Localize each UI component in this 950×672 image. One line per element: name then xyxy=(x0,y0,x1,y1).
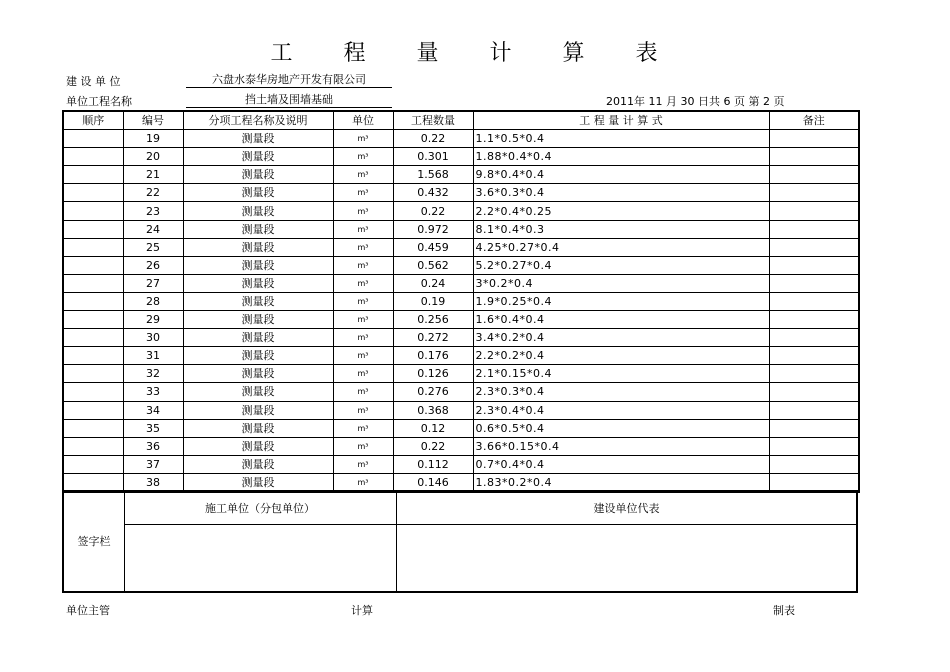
cell-remark xyxy=(769,347,859,365)
table-row xyxy=(63,401,859,419)
cell-formula: 2.3*0.3*0.4 xyxy=(473,383,769,401)
cell-unit: m³ xyxy=(333,401,393,419)
cell-unit: m³ xyxy=(333,220,393,238)
owner-rep-heading: 建设单位代表 xyxy=(397,491,856,525)
cell-item-name: 测量段 xyxy=(183,256,333,274)
cell-formula: 3.6*0.3*0.4 xyxy=(473,184,769,202)
cell-qty: 0.432 xyxy=(393,184,473,202)
cell-item-name: 测量段 xyxy=(183,166,333,184)
cell-qty: 0.256 xyxy=(393,311,473,329)
cell-unit: m³ xyxy=(333,274,393,292)
table-row xyxy=(63,365,859,383)
date-page-info: 2011年 11 月 30 日共 6 页 第 2 页 xyxy=(606,95,785,108)
cell-code: 28 xyxy=(123,292,183,310)
cell-formula: 8.1*0.4*0.3 xyxy=(473,220,769,238)
cell-unit: m³ xyxy=(333,383,393,401)
cell-formula: 1.6*0.4*0.4 xyxy=(473,311,769,329)
cell-unit: m³ xyxy=(333,365,393,383)
table-row xyxy=(63,130,859,148)
cell-unit: m³ xyxy=(333,455,393,473)
cell-seq xyxy=(63,437,123,455)
cell-item-name: 测量段 xyxy=(183,292,333,310)
table-row xyxy=(63,166,859,184)
cell-formula: 9.8*0.4*0.4 xyxy=(473,166,769,184)
cell-formula: 2.2*0.4*0.25 xyxy=(473,202,769,220)
table-row xyxy=(63,274,859,292)
cell-item-name: 测量段 xyxy=(183,329,333,347)
cell-formula: 3.66*0.15*0.4 xyxy=(473,437,769,455)
cell-code: 35 xyxy=(123,419,183,437)
cell-item-name: 测量段 xyxy=(183,148,333,166)
table-row xyxy=(63,455,859,473)
cell-formula: 2.2*0.2*0.4 xyxy=(473,347,769,365)
cell-remark xyxy=(769,292,859,310)
cell-code: 25 xyxy=(123,238,183,256)
table-row xyxy=(63,220,859,238)
cell-code: 32 xyxy=(123,365,183,383)
cell-unit: m³ xyxy=(333,184,393,202)
contractor-heading: 施工单位（分包单位） xyxy=(124,491,397,525)
cell-item-name: 测量段 xyxy=(183,220,333,238)
table-row xyxy=(63,292,859,310)
cell-seq xyxy=(63,238,123,256)
cell-qty: 1.568 xyxy=(393,166,473,184)
cell-formula: 2.3*0.4*0.4 xyxy=(473,401,769,419)
cell-remark xyxy=(769,238,859,256)
table-row xyxy=(63,311,859,329)
cell-code: 37 xyxy=(123,455,183,473)
cell-remark xyxy=(769,184,859,202)
builder-value: 六盘水泰华房地产开发有限公司 xyxy=(186,71,392,88)
table-row xyxy=(63,347,859,365)
cell-qty: 0.176 xyxy=(393,347,473,365)
cell-unit: m³ xyxy=(333,329,393,347)
cell-formula: 1.83*0.2*0.4 xyxy=(473,473,769,492)
cell-item-name: 测量段 xyxy=(183,311,333,329)
quantity-table xyxy=(62,110,860,493)
cell-seq xyxy=(63,256,123,274)
cell-seq xyxy=(63,455,123,473)
cell-seq xyxy=(63,184,123,202)
cell-unit: m³ xyxy=(333,473,393,492)
table-row xyxy=(63,202,859,220)
cell-qty: 0.24 xyxy=(393,274,473,292)
cell-seq xyxy=(63,383,123,401)
cell-formula: 1.1*0.5*0.4 xyxy=(473,130,769,148)
cell-formula: 1.9*0.25*0.4 xyxy=(473,292,769,310)
cell-qty: 0.22 xyxy=(393,437,473,455)
cell-seq xyxy=(63,166,123,184)
cell-qty: 0.368 xyxy=(393,401,473,419)
cell-code: 22 xyxy=(123,184,183,202)
cell-qty: 0.972 xyxy=(393,220,473,238)
cell-remark xyxy=(769,455,859,473)
col-header-formula: 工 程 量 计 算 式 xyxy=(473,111,769,130)
cell-formula: 4.25*0.27*0.4 xyxy=(473,238,769,256)
cell-qty: 0.272 xyxy=(393,329,473,347)
cell-code: 19 xyxy=(123,130,183,148)
cell-item-name: 测量段 xyxy=(183,473,333,492)
project-value: 挡土墙及围墙基础 xyxy=(186,91,392,108)
cell-qty: 0.562 xyxy=(393,256,473,274)
cell-item-name: 测量段 xyxy=(183,238,333,256)
footer-supervisor: 单位主管 xyxy=(66,604,110,617)
cell-formula: 3*0.2*0.4 xyxy=(473,274,769,292)
cell-code: 31 xyxy=(123,347,183,365)
cell-remark xyxy=(769,130,859,148)
cell-qty: 0.301 xyxy=(393,148,473,166)
table-row xyxy=(63,419,859,437)
cell-unit: m³ xyxy=(333,130,393,148)
cell-item-name: 测量段 xyxy=(183,455,333,473)
cell-remark xyxy=(769,202,859,220)
cell-item-name: 测量段 xyxy=(183,419,333,437)
footer-prepared: 制表 xyxy=(773,604,795,617)
cell-remark xyxy=(769,401,859,419)
cell-qty: 0.146 xyxy=(393,473,473,492)
cell-unit: m³ xyxy=(333,311,393,329)
cell-code: 29 xyxy=(123,311,183,329)
cell-code: 20 xyxy=(123,148,183,166)
cell-qty: 0.112 xyxy=(393,455,473,473)
table-row xyxy=(63,329,859,347)
cell-formula: 0.7*0.4*0.4 xyxy=(473,455,769,473)
cell-code: 26 xyxy=(123,256,183,274)
cell-seq xyxy=(63,220,123,238)
cell-seq xyxy=(63,347,123,365)
signature-area xyxy=(62,490,858,593)
cell-seq xyxy=(63,365,123,383)
table-row xyxy=(63,184,859,202)
cell-seq xyxy=(63,202,123,220)
cell-remark xyxy=(769,220,859,238)
cell-remark xyxy=(769,166,859,184)
cell-seq xyxy=(63,311,123,329)
cell-qty: 0.276 xyxy=(393,383,473,401)
cell-item-name: 测量段 xyxy=(183,437,333,455)
cell-seq xyxy=(63,292,123,310)
cell-unit: m³ xyxy=(333,347,393,365)
contractor-sign-box xyxy=(124,525,397,591)
cell-qty: 0.22 xyxy=(393,130,473,148)
cell-unit: m³ xyxy=(333,292,393,310)
table-row xyxy=(63,256,859,274)
cell-remark xyxy=(769,383,859,401)
cell-unit: m³ xyxy=(333,256,393,274)
col-header-qty: 工程数量 xyxy=(393,111,473,130)
cell-code: 36 xyxy=(123,437,183,455)
cell-item-name: 测量段 xyxy=(183,383,333,401)
col-header-remark: 备注 xyxy=(769,111,859,130)
signature-label: 签字栏 xyxy=(64,491,125,591)
footer-calc: 计算 xyxy=(351,604,373,617)
col-header-item: 分项工程名称及说明 xyxy=(183,111,333,130)
cell-formula: 5.2*0.27*0.4 xyxy=(473,256,769,274)
table-row xyxy=(63,238,859,256)
cell-formula: 1.88*0.4*0.4 xyxy=(473,148,769,166)
cell-unit: m³ xyxy=(333,148,393,166)
cell-remark xyxy=(769,365,859,383)
cell-remark xyxy=(769,419,859,437)
table-header-row xyxy=(63,111,859,130)
cell-formula: 2.1*0.15*0.4 xyxy=(473,365,769,383)
cell-item-name: 测量段 xyxy=(183,365,333,383)
cell-code: 33 xyxy=(123,383,183,401)
col-header-code: 编号 xyxy=(123,111,183,130)
project-label: 单位工程名称 xyxy=(66,95,132,108)
cell-code: 23 xyxy=(123,202,183,220)
cell-qty: 0.19 xyxy=(393,292,473,310)
cell-unit: m³ xyxy=(333,437,393,455)
col-header-unit: 单位 xyxy=(333,111,393,130)
cell-seq xyxy=(63,130,123,148)
cell-seq xyxy=(63,148,123,166)
cell-qty: 0.126 xyxy=(393,365,473,383)
cell-item-name: 测量段 xyxy=(183,401,333,419)
builder-label: 建 设 单 位 xyxy=(66,75,121,88)
cell-remark xyxy=(769,311,859,329)
cell-code: 34 xyxy=(123,401,183,419)
table-row xyxy=(63,148,859,166)
cell-unit: m³ xyxy=(333,238,393,256)
cell-item-name: 测量段 xyxy=(183,130,333,148)
cell-qty: 0.459 xyxy=(393,238,473,256)
cell-code: 21 xyxy=(123,166,183,184)
cell-seq xyxy=(63,329,123,347)
cell-seq xyxy=(63,419,123,437)
cell-item-name: 测量段 xyxy=(183,202,333,220)
cell-code: 30 xyxy=(123,329,183,347)
cell-item-name: 测量段 xyxy=(183,274,333,292)
col-header-seq: 顺序 xyxy=(63,111,123,130)
cell-item-name: 测量段 xyxy=(183,347,333,365)
cell-remark xyxy=(769,256,859,274)
page-title: 工 程 量 计 算 表 xyxy=(270,41,680,66)
cell-qty: 0.22 xyxy=(393,202,473,220)
cell-item-name: 测量段 xyxy=(183,184,333,202)
cell-qty: 0.12 xyxy=(393,419,473,437)
cell-formula: 0.6*0.5*0.4 xyxy=(473,419,769,437)
cell-remark xyxy=(769,274,859,292)
table-row xyxy=(63,383,859,401)
cell-code: 38 xyxy=(123,473,183,492)
cell-seq xyxy=(63,401,123,419)
cell-remark xyxy=(769,329,859,347)
cell-seq xyxy=(63,274,123,292)
cell-unit: m³ xyxy=(333,202,393,220)
table-row xyxy=(63,437,859,455)
cell-code: 24 xyxy=(123,220,183,238)
cell-formula: 3.4*0.2*0.4 xyxy=(473,329,769,347)
cell-remark xyxy=(769,148,859,166)
cell-code: 27 xyxy=(123,274,183,292)
cell-remark xyxy=(769,437,859,455)
cell-unit: m³ xyxy=(333,419,393,437)
cell-unit: m³ xyxy=(333,166,393,184)
